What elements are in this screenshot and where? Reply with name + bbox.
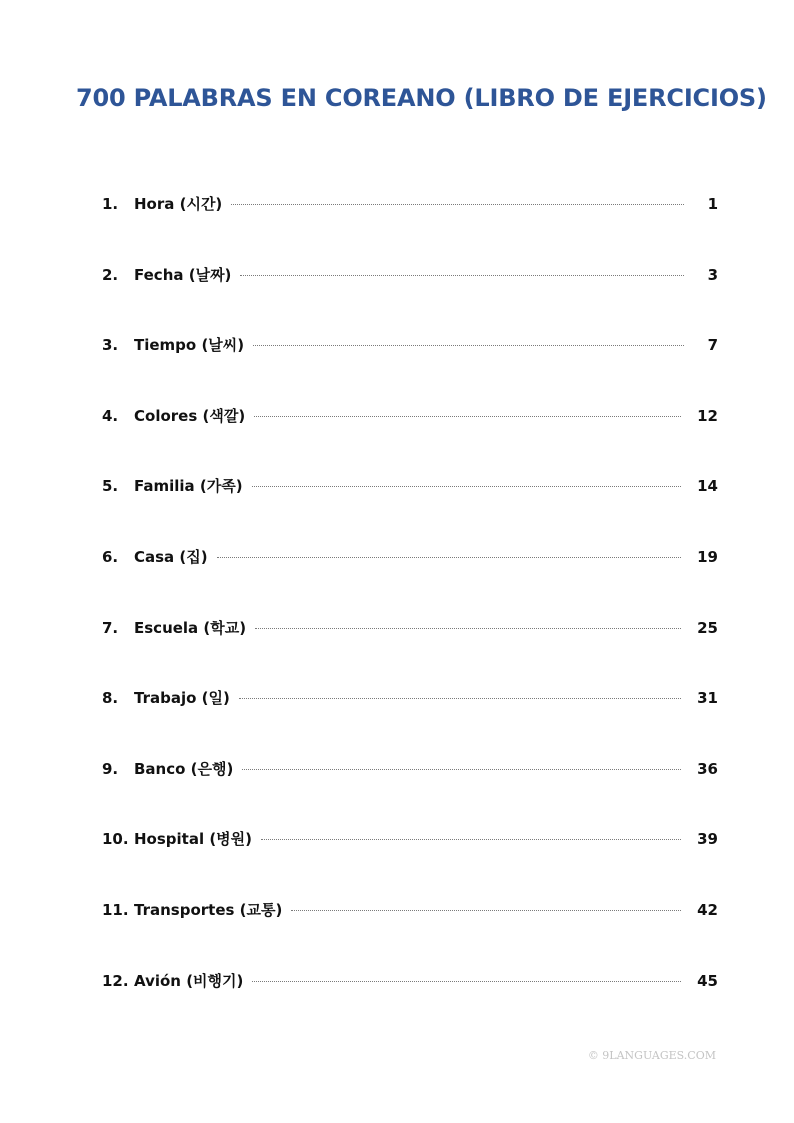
- toc-entry-number: 10.: [102, 830, 129, 849]
- dot-leader: [252, 486, 682, 487]
- dot-leader: [239, 698, 681, 699]
- toc-entry-number: 12.: [102, 971, 129, 990]
- toc-entry-number: 6.: [102, 547, 119, 566]
- toc-entry-page: 7: [707, 336, 718, 355]
- toc-entry-title: Fecha (날짜): [134, 265, 232, 284]
- toc-entry-page: 1: [707, 195, 718, 213]
- toc-entry-title: Escuela (학교): [134, 618, 247, 637]
- toc-entry-number: 2.: [102, 265, 119, 284]
- toc-entry-number: 9.: [102, 759, 119, 778]
- toc-entry-title: Colores (색깔): [134, 406, 246, 425]
- toc-entry[interactable]: [102, 187, 718, 258]
- toc-entry-title: Hospital (병원): [134, 830, 253, 849]
- toc-entry-title: Banco (은행): [134, 759, 234, 778]
- dot-leader: [261, 839, 681, 840]
- toc-entry-number: 4.: [102, 406, 119, 425]
- toc-entry[interactable]: [102, 399, 718, 470]
- page-title: 700 PALABRAS EN COREANO (LIBRO DE EJERCICIOS): [76, 84, 767, 112]
- toc-entry-title: Hora (시간): [134, 195, 223, 213]
- dot-leader: [242, 769, 681, 770]
- toc-entry-page: 45: [697, 971, 718, 990]
- toc-entry-page: 39: [697, 830, 718, 849]
- toc-entry-page: 19: [697, 547, 718, 566]
- toc-entry[interactable]: [102, 611, 718, 682]
- dot-leader: [253, 345, 684, 346]
- toc-entry-title: Tiempo (날씨): [134, 336, 245, 355]
- toc-entry-page: 3: [707, 265, 718, 284]
- toc-entry-title: Trabajo (일): [134, 689, 230, 708]
- toc-entry[interactable]: [102, 258, 718, 329]
- toc-entry-page: 14: [697, 477, 718, 496]
- dot-leader: [231, 204, 684, 205]
- toc-entry-page: 25: [697, 618, 718, 637]
- dot-leader: [255, 628, 681, 629]
- dot-leader: [252, 981, 681, 982]
- toc-entry-number: 3.: [102, 336, 119, 355]
- toc-entry-number: 1.: [102, 195, 119, 213]
- toc-entry-page: 42: [697, 900, 718, 919]
- toc-entry-title: Avión (비행기): [134, 971, 244, 990]
- toc-entry-number: 8.: [102, 689, 119, 708]
- toc-entry[interactable]: [102, 893, 718, 964]
- toc-entry-number: 11.: [102, 900, 129, 919]
- toc-entry-number: 5.: [102, 477, 119, 496]
- toc-entry-title: Casa (집): [134, 547, 208, 566]
- toc-entry-page: 36: [697, 759, 718, 778]
- toc-entry[interactable]: [102, 752, 718, 823]
- toc-entry[interactable]: [102, 681, 718, 752]
- toc-entry-title: Familia (가족): [134, 477, 243, 496]
- dot-leader: [291, 910, 681, 911]
- dot-leader: [217, 557, 682, 558]
- toc-entry-number: 7.: [102, 618, 119, 637]
- toc-entry[interactable]: [102, 964, 718, 1035]
- toc-entry-page: 31: [697, 689, 718, 708]
- copyright-watermark: © 9LANGUAGES.COM: [587, 1049, 716, 1062]
- table-of-contents: [102, 187, 718, 1034]
- toc-entry[interactable]: [102, 469, 718, 540]
- dot-leader: [254, 416, 681, 417]
- toc-entry-title: Transportes (교통): [134, 900, 283, 919]
- dot-leader: [240, 275, 684, 276]
- toc-entry-page: 12: [697, 406, 718, 425]
- toc-entry[interactable]: [102, 822, 718, 893]
- toc-entry[interactable]: [102, 328, 718, 399]
- toc-entry[interactable]: [102, 540, 718, 611]
